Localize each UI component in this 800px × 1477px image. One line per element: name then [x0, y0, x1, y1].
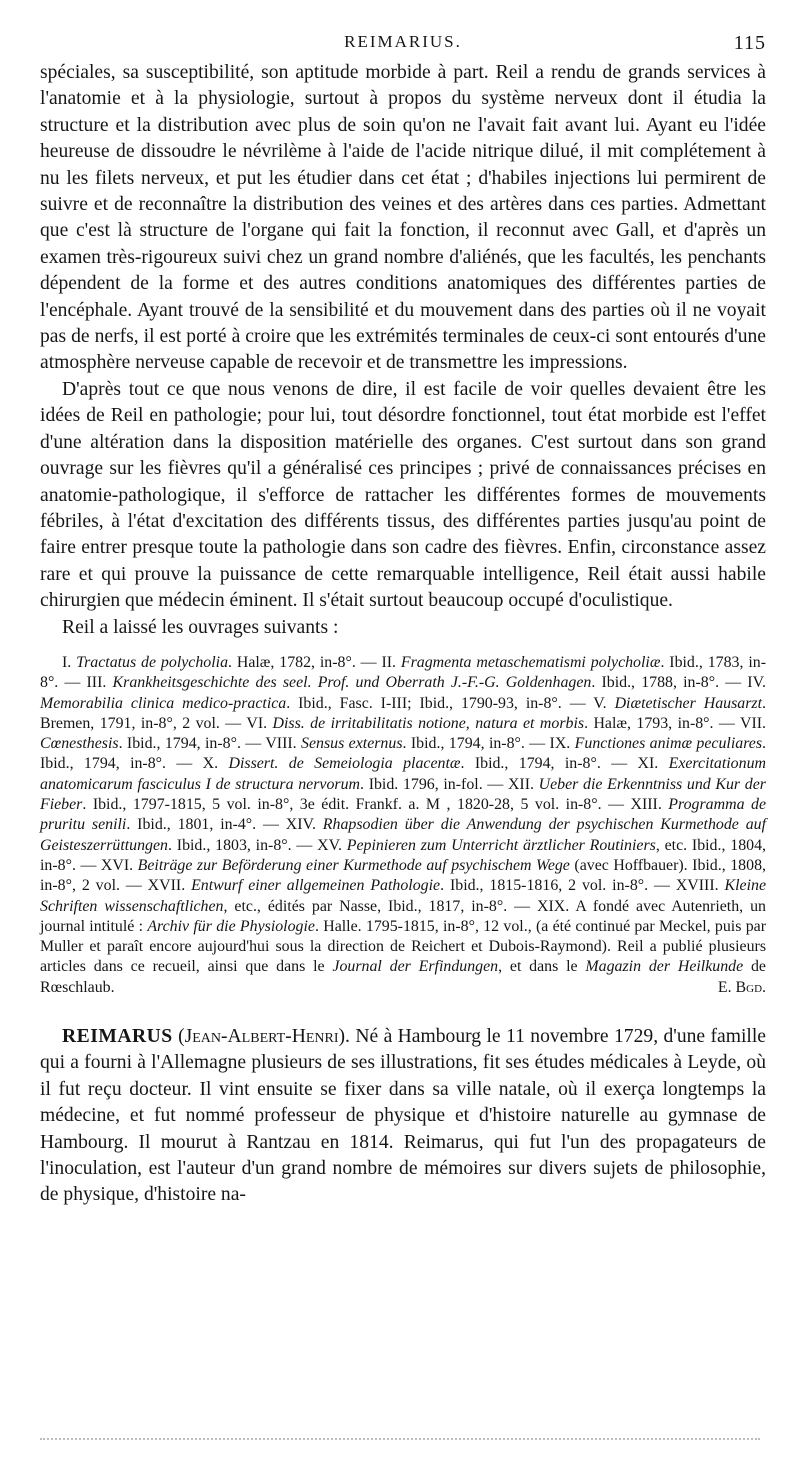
bibliography-item-title: Programma de pruritu senili — [40, 796, 767, 834]
bibliography-item-number: V. — [593, 694, 615, 712]
bibliography-item-details: , etc. Ibid., 1804, in-8°. — — [40, 836, 766, 874]
paragraph: Reil a laissé les ouvrages suivants : — [62, 616, 339, 638]
bibliography-list — [40, 653, 766, 998]
bibliography-item-title: Magazin der Heilkunde — [585, 958, 744, 976]
bibliography-item-number: VI. — [246, 714, 273, 732]
bibliography-item-details: . Ibid., 1794, in-8°. — — [402, 735, 550, 753]
bibliography-item-details: . Bremen, 1791, in-8°, 2 vol. — — [40, 694, 766, 732]
bibliography-item-number: X. — [202, 755, 229, 773]
bibliography-item-details: . Ibid., 1788, in-8°. — — [591, 674, 748, 692]
bibliography-item-number: I. — [62, 653, 77, 671]
bibliography-item-title: Entwurf einer allgemeinen Pathologie — [191, 877, 441, 895]
bibliography-item-number: XIII. — [630, 796, 669, 814]
bottom-rule — [40, 1438, 760, 1442]
bibliography-item-details: . Halæ, 1782, in-8°. — — [228, 653, 382, 671]
running-title: REIMARIUS. — [344, 32, 462, 51]
bibliography-item-number: XVII. — [147, 877, 192, 895]
bibliography-item-title: Beiträge zur Beförderung einer Kurmethode auf psychischem Wege — [137, 856, 570, 874]
bibliography-item-number: III. — [86, 674, 113, 692]
bibliography-item-details: , et dans le — [498, 958, 586, 976]
bibliography-item-title: Ueber die Erkenntniss und Kur der Fieber — [40, 775, 766, 814]
bibliography-item-title: Fragmenta metaschematismi polycholiæ — [400, 653, 661, 671]
bibliography-item-details: . Halle. 1795-1815, in-8°, 12 vol., (a été continué par Meckel, puis par Muller et paraît encore aujourd'hui sous la direction de Reichert et Dubois-Raymond). Reil a publié plusieurs articles dans ce recueil, ainsi que dans le — [40, 917, 766, 976]
dictionary-entry — [40, 1024, 766, 1209]
bibliography-item-details: . Ibid., 1815-1816, 2 vol. in-8°. — — [440, 877, 676, 895]
paragraph: spéciales, sa susceptibilité, son aptitude morbide à part. Reil a rendu de grands services à l'anatomie et à la physiologie, surtout à propos du système nerveux dont il étudia la structure et la distribution avec plus de soin qu'on ne l'avait fait avant lui. Ayant eu l'idée heureuse de dissoudre le névrilème à l'aide de l'acide nitrique dilué, il mit complétement à nu les filets nerveux, et put les étudier dans cet état ; d'habiles injections lui permirent de suivre et de reconnaître la distribution des veines et des artères dans ces parties. Admettant que c'est là structure de l'organe qui fait la fonction, il reconnut avec Gall, et d'après un examen très-rigoureux suivi chez un grand nombre d'aliénés, que les facultés, les penchants dépendent de la forme et des autres conditions anatomiques des différentes parties de l'encéphale. Ayant trouvé de la sensibilité et du mouvement dans des parties où il ne voyait pas de nerfs, il est porté à croire que les extrémités terminales de ceux-ci sont entourés d'une atmosphère nerveuse capable de recevoir et de transmettre les impressions. — [40, 62, 766, 374]
entry-text: Né à Hambourg le 11 novembre 1729, d'une famille qui a fourni à l'Allemagne plusieurs de ses illustrations, fit ses études médicales à Leyde, où il fut reçu docteur. Il vint ensuite se fixer dans sa ville natale, où il exerça longtemps la médecine, et fut nommé professeur de physique et d'histoire naturelle au gymnase de Hambourg. Il mourut à Rantzau en 1814. Reimarus, qui fut l'un des propagateurs de l'inoculation, est l'auteur d'un grand nombre de mémoires sur divers sujets de philosophie, de physique, d'histoire na- — [40, 1025, 766, 1206]
bibliography-item-details: . Ibid., 1794, in-8°. — — [460, 755, 638, 773]
paragraph: D'après tout ce que nous venons de dire, il est facile de voir quelles devaient être les idées de Reil en pathologie; pour lui, tout désordre fonctionnel, tout état morbide est l'effet d'une altération dans la disposition matérielle des organes. C'est surtout dans son grand ouvrage sur les fièvres qu'il a généralisé ces principes ; privé de connaissances précises en anatomie-pathologique, il s'efforce de rattacher les différentes formes de mouvements fébriles, à l'état d'excitation des différents tissus, des différentes parties jusqu'au point de faire entrer presque toute la pathologie dans son cadre des fièvres. Enfin, circonstance assez rare et qui prouve la puissance de cette remarquable intelligence, Reil était aussi habile chirurgien que médecin éminent. Il s'était surtout beaucoup occupé d'oculistique. — [40, 378, 766, 612]
bibliography-item-title: Diss. de irritabilitatis notione, natura et morbis — [272, 714, 585, 732]
bibliography-item-number: XIX. — [537, 897, 576, 915]
bibliography-item-title: Krankheitsgeschichte des seel. Prof. und Oberrath J.-F.-G. Goldenhagen — [112, 674, 592, 692]
bibliography-item-title: Archiv für die Physiologie — [147, 917, 315, 935]
bibliography-item-details: de Rœschlaub. — [40, 958, 766, 996]
bibliography-item-title: Rhapsodien über die Anwendung der psychischen Kurmethode auf Geisteszerrüttungen — [40, 816, 767, 854]
bibliography-item-title: Cœnesthesis — [40, 735, 119, 753]
bibliography-item-details: . Ibid., Fasc. I-III; Ibid., 1790-93, in-8°. — — [286, 694, 594, 712]
bibliography-item-title: Kleine Schriften wissenschaftlichen — [40, 877, 767, 915]
bibliography-item-title: Pepinieren zum Unterricht ärztlicher Routiniers — [346, 836, 656, 854]
bibliography-item-details: , etc., édités par Nasse, Ibid., 1817, in-8°. — — [223, 897, 537, 915]
bibliography-item-number: IV. — [747, 674, 766, 692]
bibliography-item-number: IX. — [549, 735, 575, 753]
running-header — [40, 30, 766, 60]
bibliography-item-details: . Ibid., 1803, in-8°. — — [168, 836, 318, 854]
article-body — [40, 60, 766, 641]
bibliography-item-details: (avec Hoffbauer). Ibid., 1808, in-8°, 2 vol. — — [40, 856, 766, 895]
page-number: 115 — [733, 32, 766, 54]
bibliography-item-details: . Ibid., 1783, in-8°. — — [40, 653, 766, 692]
bibliography-item-title: Sensus externus — [301, 735, 403, 753]
bibliography-item-number: II. — [381, 653, 401, 671]
bibliography-item-number: XVIII. — [675, 877, 725, 895]
entry-headword: REIMARUS — [62, 1025, 173, 1047]
bibliography-item-number: VII. — [739, 714, 767, 732]
bibliography-item-details: . Ibid., 1801, in-4°. — — [126, 816, 286, 834]
bibliography-item-title: Tractatus de polycholia — [76, 653, 229, 671]
bibliography-item-number: XII. — [507, 775, 539, 793]
bibliography-item-title: Memorabilia clinica medico-practica — [40, 694, 287, 712]
bibliography-item-number: XI. — [637, 755, 669, 773]
bibliography-item-details: . Ibid., 1794, in-8°. — — [40, 735, 767, 773]
bibliography-item-number: VIII. — [265, 735, 302, 753]
bibliography-item-details: . Ibid. 1796, in-fol. — — [360, 775, 508, 793]
author-signature: E. Bgd. — [717, 978, 766, 996]
bibliography-item-title: Diætetischer Hausarzt — [614, 694, 763, 712]
bibliography-item-title: Exercitationum anatomicarum fasciculus I de structura nervorum — [40, 755, 766, 793]
bibliography-item-details: A fondé avec Autenrieth, un journal intitulé : — [40, 897, 766, 935]
bibliography-item-details: . Halæ, 1793, in-8°. — — [584, 714, 740, 732]
entry-given-names: (Jean-Albert-Henri). — [178, 1025, 350, 1047]
bibliography-item-title: Journal der Erfindungen — [332, 958, 499, 976]
bibliography-item-details: . Ibid., 1797-1815, 5 vol. in-8°, 3e édit. Frankf. a. M , 1820-28, 5 vol. in-8°. — — [82, 796, 631, 814]
bibliography-item-details: . Ibid., 1794, in-8°. — — [118, 735, 266, 753]
bibliography-item-title: Functiones animæ peculiares — [574, 735, 763, 753]
bibliography-item-number: XIV. — [285, 816, 323, 834]
bibliography-item-number: XV. — [317, 836, 347, 854]
bibliography-item-title: Dissert. de Semeiologia placentæ — [228, 755, 461, 773]
bibliography-item-number: XVI. — [100, 856, 138, 874]
